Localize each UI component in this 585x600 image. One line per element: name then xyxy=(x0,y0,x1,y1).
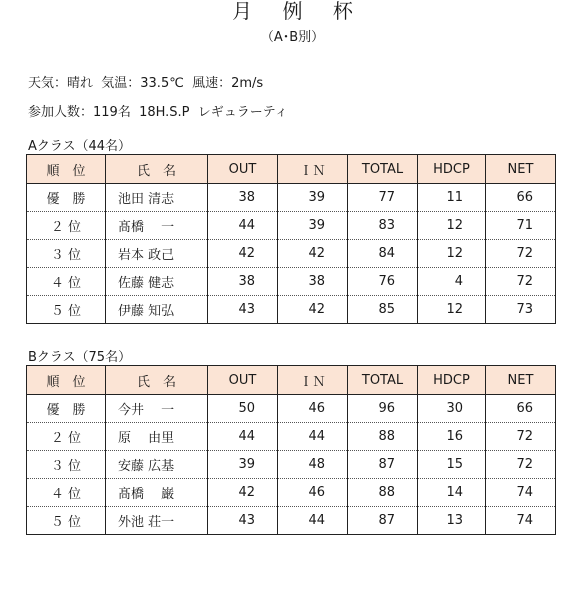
rank-cell: ５ 位 xyxy=(27,296,106,324)
total-cell: 77 xyxy=(348,184,418,212)
net-cell: 66 xyxy=(486,395,556,423)
in-cell: 44 xyxy=(278,423,348,451)
in-cell: 38 xyxy=(278,268,348,296)
in-cell: 46 xyxy=(278,479,348,507)
total-cell: 83 xyxy=(348,212,418,240)
rank-cell: ２ 位 xyxy=(27,212,106,240)
in-cell: 48 xyxy=(278,451,348,479)
out-cell: 43 xyxy=(208,507,278,535)
hdcp-cell: 30 xyxy=(418,395,486,423)
in-cell: 39 xyxy=(278,212,348,240)
col-header-rank: 順 位 xyxy=(27,366,106,395)
hdcp-cell: 15 xyxy=(418,451,486,479)
hdcp-cell: 14 xyxy=(418,479,486,507)
in-cell: 42 xyxy=(278,240,348,268)
table-row xyxy=(27,451,556,479)
col-header-total: TOTAL xyxy=(348,155,418,184)
table-row xyxy=(27,184,556,212)
page-subtitle: （A･B別） xyxy=(260,30,325,45)
rank-cell: 優 勝 xyxy=(27,395,106,423)
hdcp-cell: 12 xyxy=(418,296,486,324)
hdcp-cell: 16 xyxy=(418,423,486,451)
in-cell: 44 xyxy=(278,507,348,535)
out-cell: 38 xyxy=(208,268,278,296)
net-cell: 74 xyxy=(486,479,556,507)
col-header-name: 氏 名 xyxy=(106,155,208,184)
table-row xyxy=(27,240,556,268)
col-header-in: ＩＮ xyxy=(278,366,348,395)
rank-cell: 優 勝 xyxy=(27,184,106,212)
net-cell: 66 xyxy=(486,184,556,212)
net-cell: 72 xyxy=(486,451,556,479)
rank-cell: ４ 位 xyxy=(27,479,106,507)
name-cell: 伊藤 知弘 xyxy=(106,296,208,324)
name-cell: 外池 荘一 xyxy=(106,507,208,535)
col-header-hdcp: HDCP xyxy=(418,366,486,395)
class-a-label: Aクラス（44名） xyxy=(28,139,132,154)
in-cell: 42 xyxy=(278,296,348,324)
total-cell: 88 xyxy=(348,423,418,451)
table-row xyxy=(27,212,556,240)
table-row xyxy=(27,296,556,324)
out-cell: 44 xyxy=(208,423,278,451)
out-cell: 42 xyxy=(208,240,278,268)
net-cell: 72 xyxy=(486,240,556,268)
name-cell: 岩本 政己 xyxy=(106,240,208,268)
entry-info: 参加人数：119名 18H.S.P レギュラーティ xyxy=(28,105,288,120)
table-header-row xyxy=(27,155,556,184)
name-cell: 池田 清志 xyxy=(106,184,208,212)
table-row xyxy=(27,479,556,507)
table-row xyxy=(27,395,556,423)
table-row xyxy=(27,507,556,535)
class-b-label: Bクラス（75名） xyxy=(28,350,132,365)
hdcp-cell: 12 xyxy=(418,240,486,268)
col-header-net: NET xyxy=(486,155,556,184)
col-header-hdcp: HDCP xyxy=(418,155,486,184)
name-cell: 安藤 広基 xyxy=(106,451,208,479)
col-header-name: 氏 名 xyxy=(106,366,208,395)
rank-cell: ３ 位 xyxy=(27,451,106,479)
total-cell: 87 xyxy=(348,451,418,479)
col-header-total: TOTAL xyxy=(348,366,418,395)
net-cell: 72 xyxy=(486,268,556,296)
page-title: 月 例 杯 xyxy=(232,0,365,23)
out-cell: 39 xyxy=(208,451,278,479)
out-cell: 38 xyxy=(208,184,278,212)
col-header-out: OUT xyxy=(208,155,278,184)
net-cell: 73 xyxy=(486,296,556,324)
name-cell: 髙橋 一 xyxy=(106,212,208,240)
class-a-results-table xyxy=(26,154,556,324)
weather-info: 天気：晴れ 気温：33.5℃ 風速：2m/s xyxy=(28,76,264,91)
class-b-results-table xyxy=(26,365,556,535)
hdcp-cell: 12 xyxy=(418,212,486,240)
name-cell: 佐藤 健志 xyxy=(106,268,208,296)
hdcp-cell: 13 xyxy=(418,507,486,535)
out-cell: 44 xyxy=(208,212,278,240)
out-cell: 50 xyxy=(208,395,278,423)
table-row xyxy=(27,268,556,296)
net-cell: 71 xyxy=(486,212,556,240)
in-cell: 46 xyxy=(278,395,348,423)
rank-cell: ５ 位 xyxy=(27,507,106,535)
out-cell: 43 xyxy=(208,296,278,324)
col-header-rank: 順 位 xyxy=(27,155,106,184)
col-header-net: NET xyxy=(486,366,556,395)
hdcp-cell: 11 xyxy=(418,184,486,212)
hdcp-cell: 4 xyxy=(418,268,486,296)
name-cell: 今井 一 xyxy=(106,395,208,423)
name-cell: 髙橋 巌 xyxy=(106,479,208,507)
total-cell: 85 xyxy=(348,296,418,324)
col-header-out: OUT xyxy=(208,366,278,395)
total-cell: 88 xyxy=(348,479,418,507)
total-cell: 87 xyxy=(348,507,418,535)
total-cell: 96 xyxy=(348,395,418,423)
out-cell: 42 xyxy=(208,479,278,507)
net-cell: 72 xyxy=(486,423,556,451)
total-cell: 76 xyxy=(348,268,418,296)
table-row xyxy=(27,423,556,451)
rank-cell: ４ 位 xyxy=(27,268,106,296)
net-cell: 74 xyxy=(486,507,556,535)
in-cell: 39 xyxy=(278,184,348,212)
table-header-row xyxy=(27,366,556,395)
col-header-in: ＩＮ xyxy=(278,155,348,184)
rank-cell: ３ 位 xyxy=(27,240,106,268)
rank-cell: ２ 位 xyxy=(27,423,106,451)
total-cell: 84 xyxy=(348,240,418,268)
name-cell: 原 由里 xyxy=(106,423,208,451)
